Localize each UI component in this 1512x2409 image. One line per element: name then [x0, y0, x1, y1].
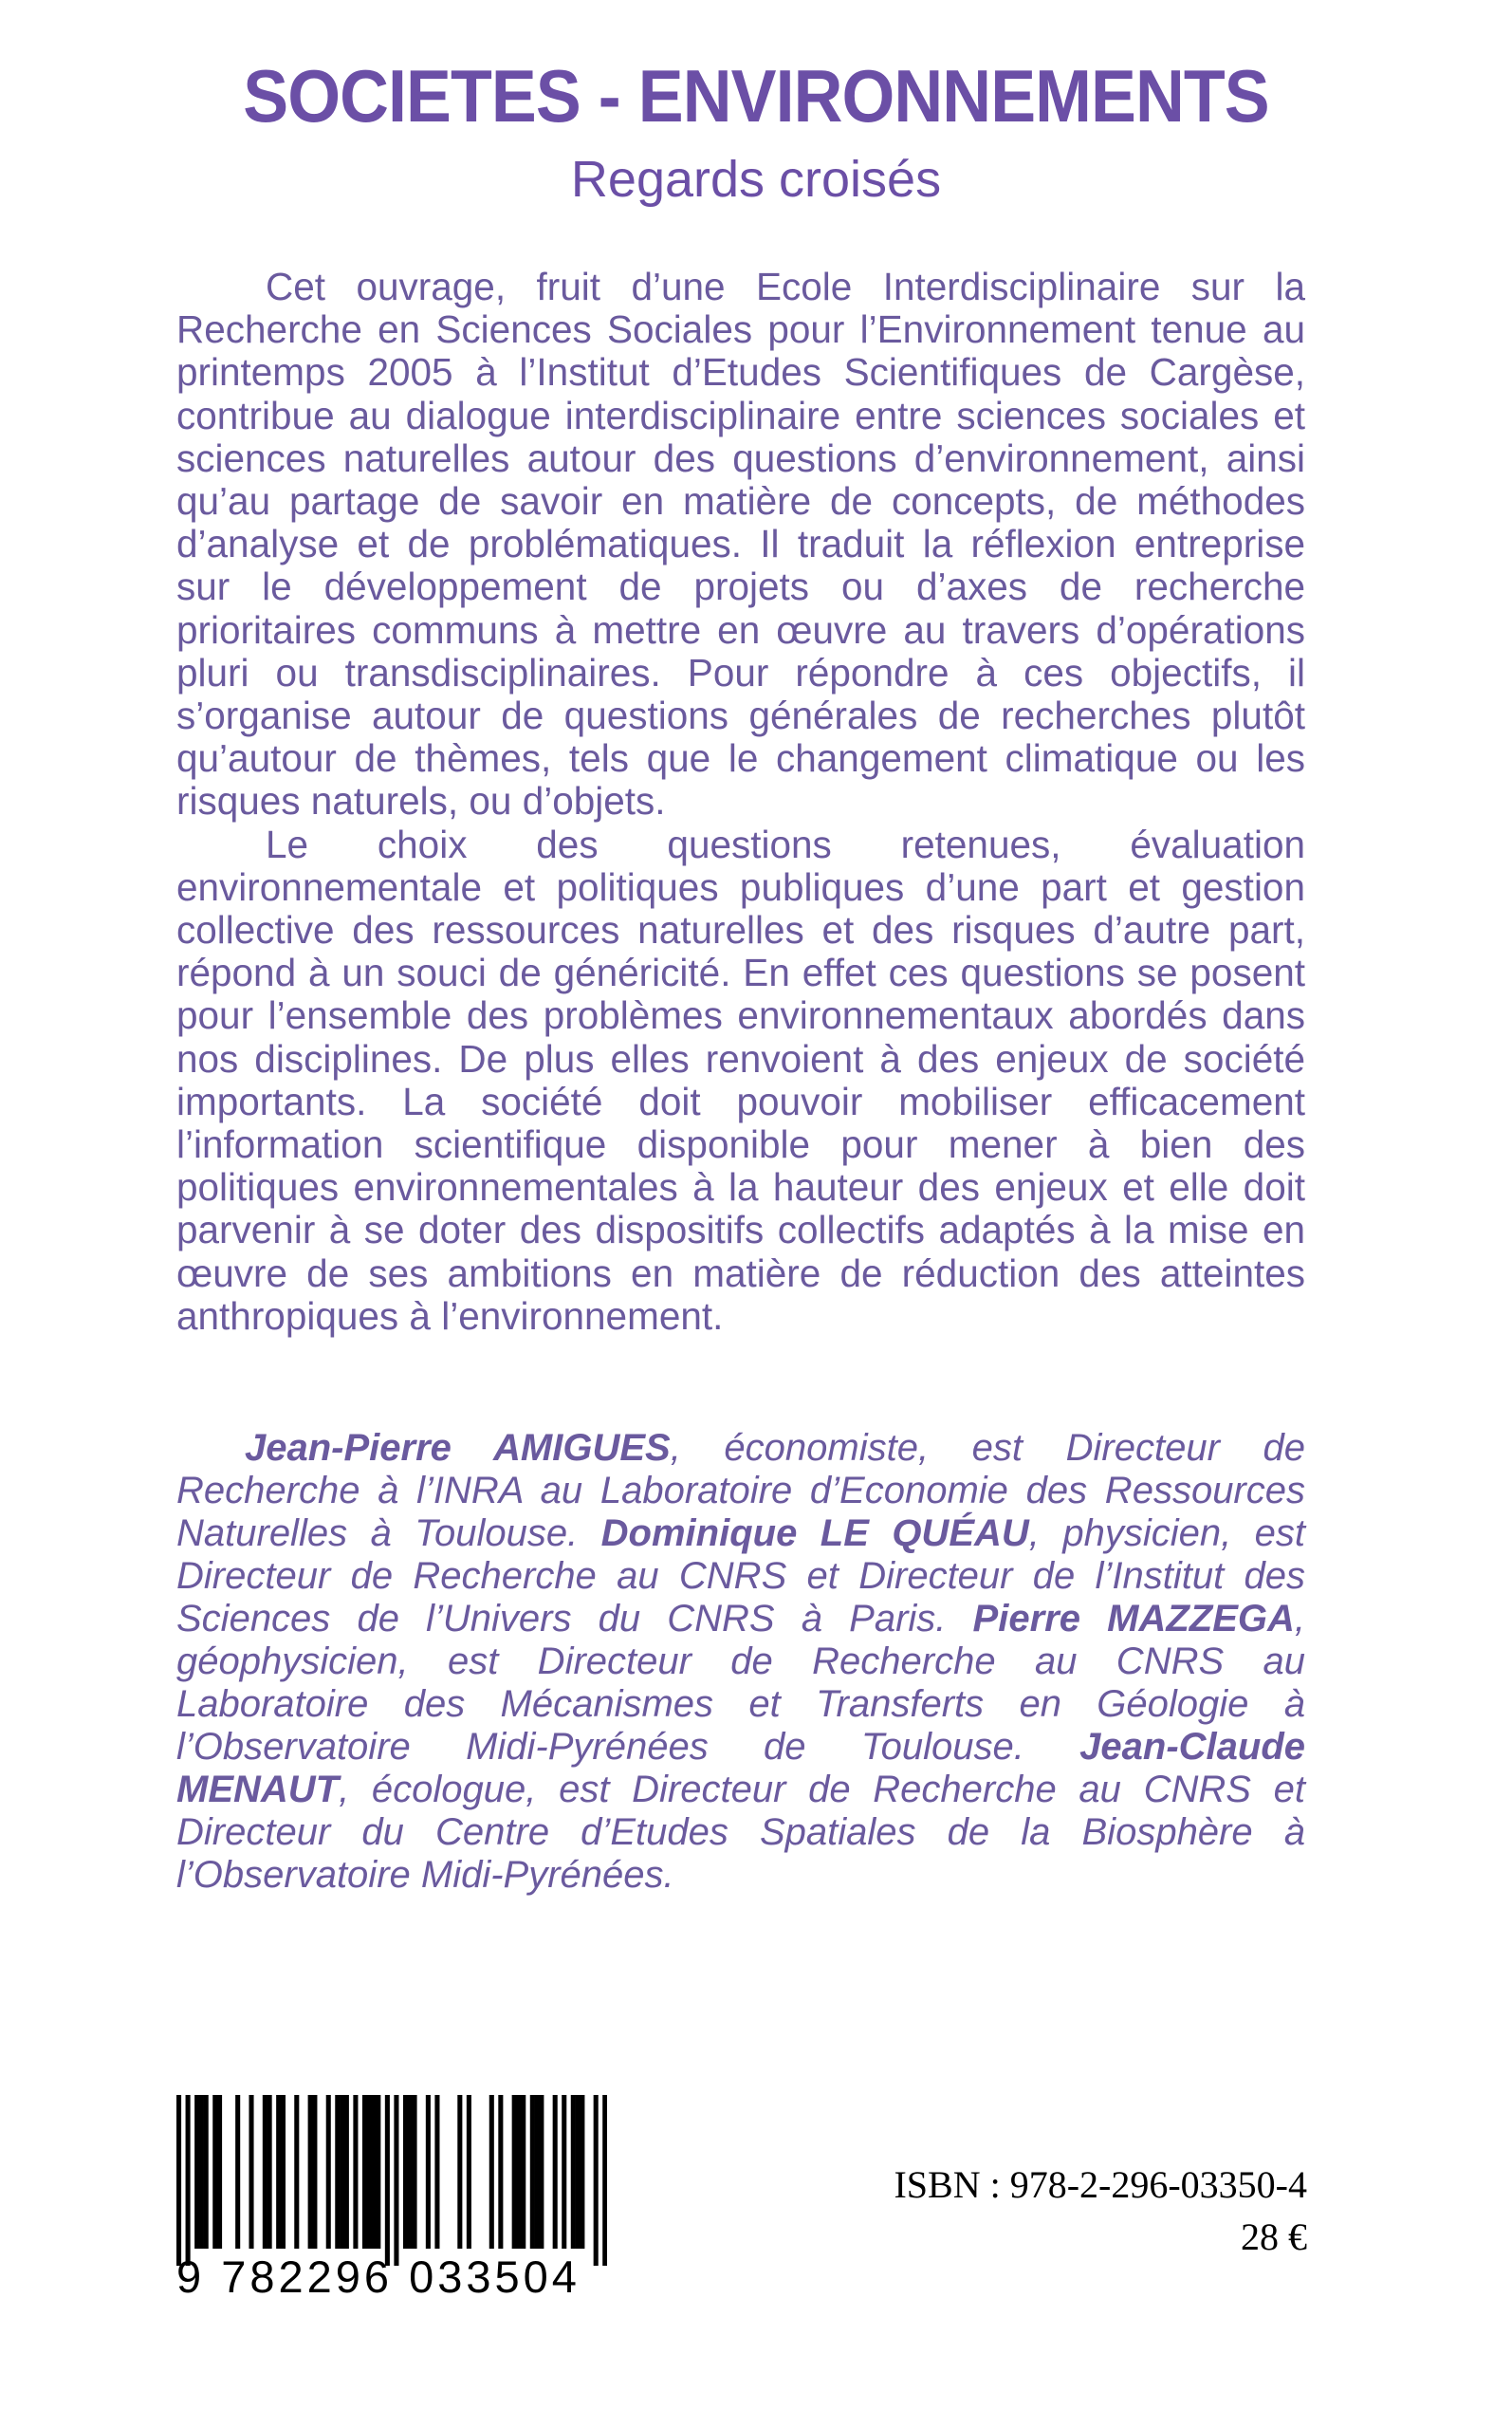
- author-name: Dominique LE QUÉAU: [600, 1512, 1029, 1554]
- barcode-bar: [562, 2095, 566, 2249]
- book-subtitle: Regards croisés: [570, 151, 942, 208]
- barcode-bar: [249, 2095, 253, 2249]
- barcode-bar: [571, 2095, 576, 2249]
- isbn-barcode: [176, 2095, 607, 2266]
- barcode-bar: [467, 2095, 471, 2249]
- barcode-bar: [212, 2095, 217, 2249]
- barcode-bar: [521, 2095, 526, 2249]
- description-text: [176, 266, 1305, 1338]
- barcode-bar: [362, 2095, 367, 2249]
- barcode-bar: [434, 2095, 439, 2249]
- barcode-bar: [394, 2095, 398, 2266]
- description-paragraph: Cet ouvrage, fruit d’une Ecole Interdisciplinaire sur la Recherche en Sciences Sociales pour l’Environnement tenue au printemps 2005 à l’Institut d’Etudes Scientifiques de Cargèse, contribue au dialogue interdisciplinaire entre sciences sociales et sciences naturelles autour des questions d’environnement, ainsi qu’au partage de savoir en matière de concepts, de méthodes d’analyse et de problématiques. Il traduit la réflexion entreprise sur le développement de projets ou d’axes de recherche prioritaires communs à mettre en œuvre au travers d’opérations pluri ou transdisciplinaires. Pour répondre à ces objectifs, il s’organise autour de questions générales de recherches plutôt qu’autour de thèmes, tels que le changement climatique ou les risques naturels, ou d’objets.: [176, 265, 1305, 824]
- barcode-bar: [553, 2095, 558, 2249]
- barcode-bar: [367, 2095, 372, 2249]
- barcode-bar: [204, 2095, 209, 2249]
- barcode-bar: [512, 2095, 517, 2249]
- book-title: SOCIETES - ENVIRONNEMENTS: [243, 54, 1269, 138]
- author-bio: , écologue, est Directeur de Recherche au CNRS et Directeur du Centre d’Etudes Spatiales de la Biosphère à l’Observatoire Midi-Pyrénées.: [176, 1769, 1305, 1896]
- barcode-bar: [594, 2095, 599, 2266]
- barcode-bar: [413, 2095, 417, 2249]
- barcode-bar: [340, 2095, 344, 2249]
- author-bios: [176, 1427, 1305, 1897]
- barcode-bar: [371, 2095, 376, 2249]
- barcode-bar: [312, 2095, 317, 2249]
- barcode-bar: [326, 2095, 331, 2249]
- barcode-bar: [576, 2095, 581, 2249]
- author-name: Jean-Claude MENAUT: [176, 1726, 1305, 1810]
- author-bio: , physicien, est Directeur de Recherche au CNRS et Directeur de l’Institut des Sciences de l’Univers du CNRS à Paris.: [176, 1512, 1306, 1640]
- barcode-bar: [539, 2095, 544, 2249]
- barcode-bar: [498, 2095, 503, 2249]
- barcode-bar: [426, 2095, 431, 2249]
- barcode-bar: [194, 2095, 199, 2249]
- barcode-bar: [294, 2095, 299, 2249]
- barcode-bar: [186, 2095, 191, 2266]
- author-name: Jean-Pierre AMIGUES: [245, 1427, 671, 1469]
- barcode-bar: [199, 2095, 204, 2249]
- barcode-bar: [602, 2095, 607, 2266]
- barcode-bar: [267, 2095, 272, 2249]
- barcode-bar: [308, 2095, 313, 2249]
- author-bio: , économiste, est Directeur de Recherche à l’INRA au Laboratoire d’Economie des Ressources Naturelles à Toulouse.: [176, 1427, 1305, 1554]
- author-name: Pierre MAZZEGA: [972, 1598, 1295, 1640]
- barcode-bar: [535, 2095, 540, 2249]
- barcode-bar: [530, 2095, 535, 2249]
- barcode-bar: [457, 2095, 462, 2249]
- isbn-number: ISBN : 978-2-296-03350-4: [894, 2163, 1307, 2206]
- barcode-bar: [353, 2095, 358, 2249]
- barcode-bar: [376, 2095, 380, 2249]
- barcode-bar: [335, 2095, 340, 2249]
- barcode-bar: [516, 2095, 521, 2249]
- barcode-bar: [344, 2095, 349, 2249]
- price: 28 €: [1241, 2215, 1307, 2258]
- barcode-digits: 9 782296 033504: [176, 2251, 581, 2302]
- barcode-bar: [489, 2095, 494, 2249]
- barcode-bar: [281, 2095, 286, 2249]
- author-bio: , géophysicien, est Directeur de Recherche au CNRS au Laboratoire des Mécanismes et Transferts en Géologie à l’Observatoire Midi-Pyrénées de Toulouse.: [176, 1598, 1305, 1768]
- barcode-bar: [235, 2095, 240, 2249]
- barcode-bar: [385, 2095, 390, 2266]
- barcode-bar: [176, 2095, 181, 2266]
- barcode-bar: [408, 2095, 413, 2249]
- barcode-bar: [403, 2095, 408, 2249]
- barcode-bar: [276, 2095, 281, 2249]
- barcode-bar: [580, 2095, 584, 2249]
- author-bio-paragraph: [176, 1427, 1305, 1897]
- barcode-bar: [263, 2095, 267, 2249]
- barcode-bar: [217, 2095, 222, 2249]
- description-paragraph: Le choix des questions retenues, évaluation environnementale et politiques publiques d’une part et gestion collective des ressources naturelles et des risques d’autre part, répond à un souci de généricité. En effet ces questions se posent pour l’ensemble des problèmes environnementaux abordés dans nos disciplines. De plus elles renvoient à des enjeux de société importants. La société doit pouvoir mobiliser efficacement l’information scientifique disponible pour mener à bien des politiques environnementales à la hauteur des enjeux et elle doit parvenir à se doter des dispositifs collectifs adaptés à la mise en œuvre de ses ambitions en matière de réduction des atteintes anthropiques à l’environnement.: [176, 822, 1305, 1338]
